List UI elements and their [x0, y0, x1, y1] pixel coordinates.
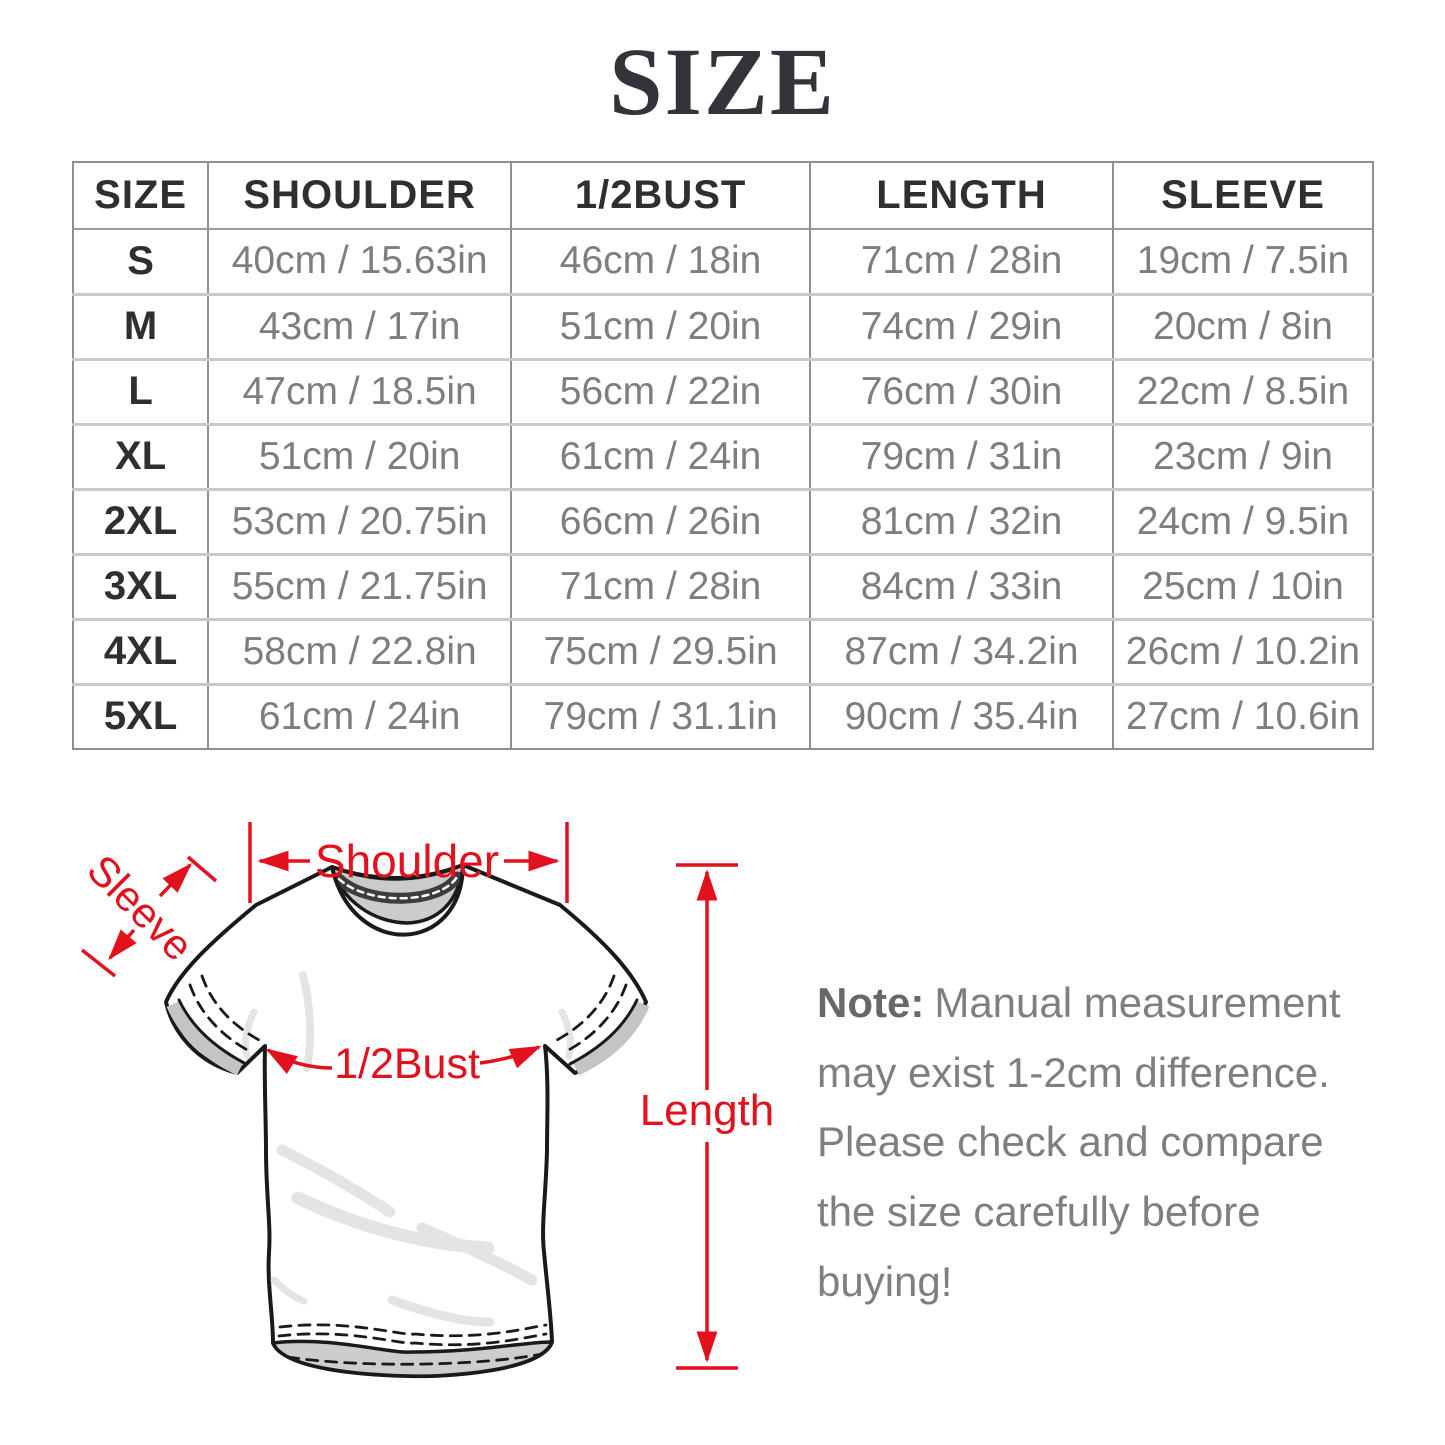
bust-value: 75cm / 29.5in: [511, 619, 810, 684]
size-label: 5XL: [73, 684, 208, 749]
shoulder-value: 55cm / 21.75in: [208, 554, 511, 619]
length-annotation: [640, 865, 775, 1368]
shoulder-value: 61cm / 24in: [208, 684, 511, 749]
size-label: S: [73, 229, 208, 294]
bust-value: 79cm / 31.1in: [511, 684, 810, 749]
note-text: [817, 968, 1365, 1317]
bust-value: 71cm / 28in: [511, 554, 810, 619]
length-value: 81cm / 32in: [810, 489, 1113, 554]
shoulder-label: Shoulder: [314, 835, 500, 887]
sleeve-value: 24cm / 9.5in: [1113, 489, 1373, 554]
size-label: XL: [73, 424, 208, 489]
table-row: [73, 554, 1373, 619]
size-label: M: [73, 294, 208, 359]
shoulder-value: 47cm / 18.5in: [208, 359, 511, 424]
table-row: [73, 424, 1373, 489]
shoulder-value: 40cm / 15.63in: [208, 229, 511, 294]
sleeve-down-arrow: [110, 930, 134, 958]
length-value: 74cm / 29in: [810, 294, 1113, 359]
header-shoulder: SHOULDER: [208, 162, 511, 229]
sleeve-value: 27cm / 10.6in: [1113, 684, 1373, 749]
note-label: Note:: [817, 979, 925, 1026]
table-row: [73, 229, 1373, 294]
shoulder-value: 53cm / 20.75in: [208, 489, 511, 554]
note-body: Manual measurement may exist 1-2cm difference. Please check and compare the size carefully before buying!: [817, 979, 1341, 1305]
table-row: [73, 359, 1373, 424]
sleeve-value: 22cm / 8.5in: [1113, 359, 1373, 424]
length-value: 76cm / 30in: [810, 359, 1113, 424]
bust-value: 61cm / 24in: [511, 424, 810, 489]
bust-value: 51cm / 20in: [511, 294, 810, 359]
header-size: SIZE: [73, 162, 208, 229]
bust-value: 66cm / 26in: [511, 489, 810, 554]
size-label: 4XL: [73, 619, 208, 684]
table-row: [73, 489, 1373, 554]
sleeve-value: 19cm / 7.5in: [1113, 229, 1373, 294]
size-label: 2XL: [73, 489, 208, 554]
sleeve-value: 20cm / 8in: [1113, 294, 1373, 359]
size-table: [72, 161, 1374, 750]
sleeve-top-tick: [188, 857, 216, 881]
tshirt-illustration: [166, 865, 646, 1376]
shoulder-value: 43cm / 17in: [208, 294, 511, 359]
sleeve-up-arrow: [160, 865, 190, 896]
length-value: 90cm / 35.4in: [810, 684, 1113, 749]
table-header-row: [73, 162, 1373, 229]
length-value: 87cm / 34.2in: [810, 619, 1113, 684]
tshirt-body-outline: [166, 865, 646, 1376]
shoulder-value: 58cm / 22.8in: [208, 619, 511, 684]
header-length: LENGTH: [810, 162, 1113, 229]
length-value: 71cm / 28in: [810, 229, 1113, 294]
length-value: 79cm / 31in: [810, 424, 1113, 489]
sleeve-value: 26cm / 10.2in: [1113, 619, 1373, 684]
size-label: L: [73, 359, 208, 424]
table-row: [73, 619, 1373, 684]
tshirt-diagram-svg: [60, 780, 790, 1425]
header-bust: 1/2BUST: [511, 162, 810, 229]
tshirt-measurement-diagram: [60, 780, 790, 1425]
sleeve-label: Sleeve: [78, 845, 203, 970]
sleeve-value: 23cm / 9in: [1113, 424, 1373, 489]
shoulder-value: 51cm / 20in: [208, 424, 511, 489]
page-title: SIZE: [609, 28, 836, 135]
length-label: Length: [639, 1086, 775, 1135]
length-value: 84cm / 33in: [810, 554, 1113, 619]
header-sleeve: SLEEVE: [1113, 162, 1373, 229]
sleeve-annotation: [78, 846, 216, 976]
bust-value: 46cm / 18in: [511, 229, 810, 294]
sleeve-value: 25cm / 10in: [1113, 554, 1373, 619]
size-label: 3XL: [73, 554, 208, 619]
table-row: [73, 294, 1373, 359]
bust-label: 1/2Bust: [334, 1040, 480, 1088]
sleeve-bottom-tick: [82, 950, 115, 976]
bust-value: 56cm / 22in: [511, 359, 810, 424]
table-row: [73, 684, 1373, 749]
